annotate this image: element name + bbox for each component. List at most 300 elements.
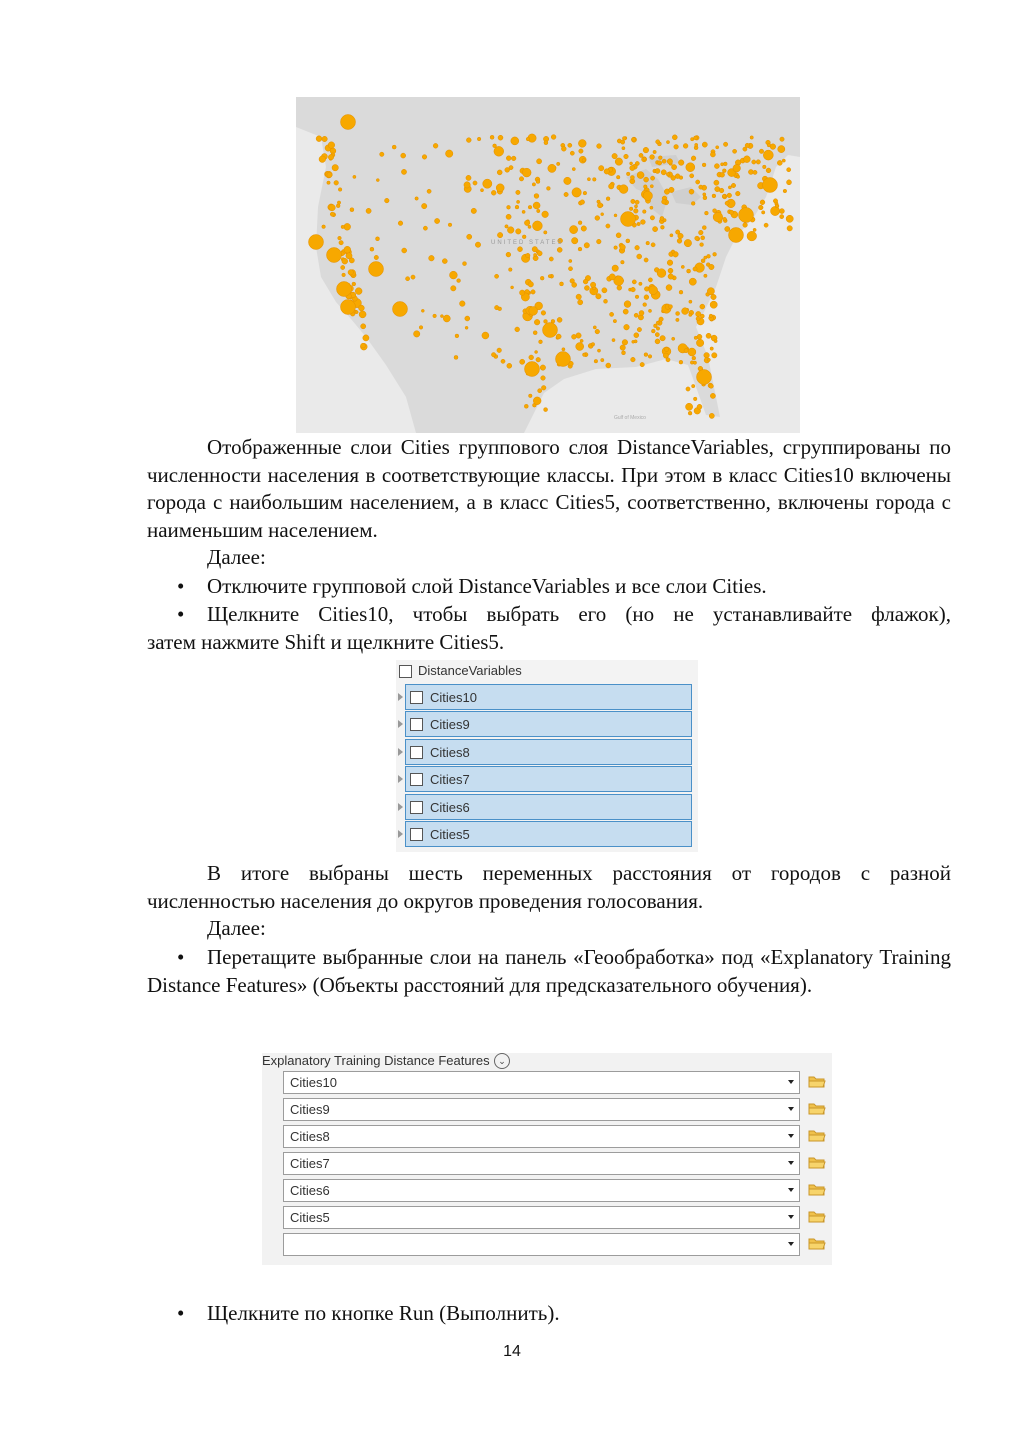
city-point (658, 156, 662, 160)
city-point (756, 160, 760, 164)
city-point (457, 279, 461, 283)
city-point (634, 209, 639, 214)
city-point (359, 305, 365, 311)
city-point (509, 166, 513, 170)
city-point (684, 349, 688, 353)
city-point (743, 223, 748, 228)
city-point (398, 221, 403, 226)
city-point (519, 177, 523, 181)
bullet-icon: • (177, 602, 185, 626)
city-point (615, 158, 622, 165)
city-point (433, 314, 437, 318)
city-point (692, 384, 695, 387)
city-point (619, 185, 628, 194)
city-point (714, 164, 719, 169)
city-point (465, 326, 468, 329)
city-point (352, 282, 356, 286)
city-point (576, 343, 584, 351)
field-value: Cities10 (290, 1075, 337, 1090)
city-point (644, 258, 648, 262)
city-point (752, 160, 756, 164)
city-point (393, 302, 408, 317)
city-point (643, 147, 649, 153)
city-point (650, 206, 653, 209)
city-point (747, 231, 757, 241)
layer-checkbox[interactable] (410, 718, 423, 731)
city-point (621, 140, 625, 144)
bullet-drag-layers (147, 944, 951, 999)
city-point (433, 143, 438, 148)
city-point (533, 221, 543, 231)
city-point (322, 225, 326, 229)
layer-checkbox[interactable] (410, 828, 423, 841)
city-point (643, 210, 647, 214)
bullet-text-line2: затем нажмите Shift и щелкните Cities5. (147, 630, 505, 654)
city-point (522, 210, 525, 213)
city-point (722, 169, 726, 173)
city-point (572, 334, 577, 339)
city-point (709, 264, 714, 269)
city-point (649, 286, 658, 295)
city-point (490, 135, 494, 139)
city-point (427, 189, 431, 193)
field-value: Cities9 (290, 1102, 330, 1117)
folder-icon[interactable] (808, 1102, 826, 1116)
distance-feature-field[interactable] (283, 1179, 800, 1202)
city-point (515, 205, 519, 209)
city-point (369, 262, 384, 277)
city-point (637, 222, 640, 225)
city-point (547, 187, 551, 191)
city-point (644, 177, 649, 182)
city-point (604, 299, 608, 303)
city-point (327, 248, 342, 263)
paragraph-text: В итоге выбраны шесть переменных расстояния от городов с разной численностью населения до округов проведения голосования. (147, 861, 951, 913)
city-point (531, 290, 535, 294)
city-point (496, 184, 504, 192)
city-point (687, 269, 691, 273)
city-point (572, 168, 575, 171)
city-point (609, 274, 615, 280)
city-point (522, 235, 526, 239)
city-point (635, 295, 639, 299)
city-point (576, 294, 581, 299)
city-point (506, 214, 511, 219)
city-point (537, 209, 540, 212)
city-point (511, 137, 519, 145)
dropdown-arrow-icon[interactable] (788, 1080, 794, 1084)
city-point (332, 165, 338, 171)
city-point (491, 190, 496, 195)
chevron-down-icon[interactable]: ⌄ (494, 1053, 510, 1069)
city-point (671, 176, 676, 181)
city-point (777, 160, 782, 165)
field-value: Cities7 (290, 1156, 330, 1171)
distance-feature-field[interactable] (283, 1098, 800, 1121)
city-point (465, 316, 470, 321)
paragraph-layers-description (147, 434, 951, 544)
layer-checkbox[interactable] (410, 773, 423, 786)
city-point (729, 228, 744, 243)
city-point (529, 355, 534, 360)
city-point (696, 317, 700, 321)
city-point (380, 152, 384, 156)
city-point (595, 216, 600, 221)
city-point (705, 211, 709, 215)
city-point (402, 248, 407, 253)
city-point (676, 318, 679, 321)
city-point (541, 376, 546, 381)
city-point (506, 156, 511, 161)
city-point (783, 189, 787, 193)
city-point (634, 313, 638, 317)
city-point (422, 203, 427, 208)
city-point (583, 353, 587, 357)
city-point (580, 339, 583, 342)
parameter-header: Explanatory Training Distance Features (262, 1053, 490, 1068)
city-point (338, 188, 342, 192)
city-point (515, 327, 520, 332)
bullet-icon: • (177, 574, 185, 598)
dropdown-arrow-icon[interactable] (788, 1188, 794, 1192)
city-point (637, 172, 644, 179)
city-point (338, 236, 342, 240)
city-point (623, 309, 628, 314)
city-point (339, 241, 343, 245)
city-point (568, 143, 572, 147)
distance-feature-field[interactable] (283, 1071, 800, 1094)
city-point (328, 155, 333, 160)
expand-arrow-icon[interactable] (398, 830, 403, 838)
city-point (648, 355, 652, 359)
city-point (710, 152, 715, 157)
layer-row-cities10[interactable] (405, 684, 692, 710)
city-point (578, 247, 582, 251)
city-point (491, 353, 495, 357)
city-point (721, 163, 724, 166)
city-point (520, 359, 525, 364)
city-point (626, 239, 630, 243)
city-point (651, 329, 655, 333)
city-point (446, 150, 453, 157)
city-point (597, 144, 602, 149)
city-point (727, 193, 732, 198)
dropdown-arrow-icon[interactable] (788, 1242, 794, 1246)
city-point (401, 169, 406, 174)
layer-label: Cities9 (430, 717, 470, 732)
city-point (702, 163, 706, 167)
city-point (327, 172, 332, 177)
city-point (498, 135, 503, 140)
layer-checkbox[interactable] (410, 801, 423, 814)
city-point (532, 183, 535, 186)
city-point (767, 143, 771, 147)
city-point (319, 156, 326, 163)
city-point (686, 387, 690, 391)
folder-icon[interactable] (808, 1237, 826, 1251)
city-point (660, 336, 665, 341)
city-point (733, 149, 737, 153)
city-point (671, 250, 674, 253)
city-point (414, 331, 420, 337)
city-point (639, 282, 642, 285)
city-point (497, 348, 502, 353)
city-point (562, 348, 565, 351)
city-point (374, 255, 378, 259)
city-point (763, 150, 773, 160)
city-point (631, 357, 636, 362)
city-point (753, 170, 757, 174)
city-point (363, 335, 369, 341)
city-point (544, 320, 548, 324)
city-point (557, 317, 562, 322)
dropdown-arrow-icon[interactable] (788, 1107, 794, 1111)
layer-label: Cities7 (430, 772, 470, 787)
city-point (690, 174, 694, 178)
city-point (663, 353, 668, 358)
city-point (701, 236, 705, 240)
city-point (460, 301, 466, 307)
layer-label: Cities5 (430, 827, 470, 842)
distance-feature-field-empty[interactable] (283, 1233, 800, 1256)
city-point (578, 300, 583, 305)
city-point (498, 307, 502, 311)
dropdown-arrow-icon[interactable] (788, 1134, 794, 1138)
city-point (568, 267, 572, 271)
layer-row-cities5[interactable] (405, 821, 692, 847)
city-point (616, 175, 620, 179)
paragraph-result (147, 860, 951, 915)
layer-row-cities9[interactable] (405, 711, 692, 737)
city-point (612, 265, 618, 271)
city-point (780, 215, 784, 219)
city-point (666, 358, 670, 362)
city-point (422, 155, 427, 160)
folder-icon[interactable] (808, 1129, 826, 1143)
city-point (322, 136, 327, 141)
city-point (723, 162, 727, 166)
city-point (337, 282, 352, 297)
city-point (316, 136, 322, 142)
city-point (366, 208, 371, 213)
city-point (624, 301, 631, 308)
city-point (334, 181, 339, 186)
city-point (329, 204, 335, 210)
city-point (689, 313, 692, 316)
layer-row-cities8[interactable] (405, 739, 692, 765)
city-point (644, 287, 649, 292)
city-point (733, 164, 741, 172)
city-point (760, 200, 765, 205)
city-point (630, 162, 633, 165)
city-point (667, 260, 673, 266)
city-point (342, 273, 346, 277)
folder-icon[interactable] (808, 1183, 826, 1197)
folder-icon[interactable] (808, 1156, 826, 1170)
city-point (712, 353, 717, 358)
city-point (601, 213, 604, 216)
city-point (466, 138, 471, 143)
city-point (569, 259, 572, 262)
city-point (699, 230, 704, 235)
city-point (355, 288, 362, 295)
city-point (703, 196, 707, 200)
city-point (526, 137, 530, 141)
city-point (710, 393, 715, 398)
city-point (650, 155, 655, 160)
city-point (451, 286, 456, 291)
city-point (570, 151, 574, 155)
city-point (662, 200, 667, 205)
bullet-icon: • (177, 1301, 185, 1325)
layer-group-row[interactable] (396, 660, 698, 682)
city-point (722, 194, 726, 198)
city-point (495, 274, 499, 278)
city-point (697, 370, 712, 385)
city-point (482, 332, 489, 339)
city-point (533, 202, 540, 209)
city-point (787, 180, 792, 185)
city-point (599, 166, 604, 171)
city-point (604, 169, 609, 174)
city-point (591, 343, 595, 347)
city-point (518, 247, 523, 252)
city-point (690, 361, 693, 364)
layer-row-cities6[interactable] (405, 794, 692, 820)
city-point (582, 159, 585, 162)
city-point (710, 301, 717, 308)
city-point (630, 165, 635, 170)
city-point (634, 340, 637, 343)
city-point (639, 311, 644, 316)
layer-checkbox[interactable] (410, 691, 423, 704)
layer-row-cities7[interactable] (405, 766, 692, 792)
city-point (370, 247, 374, 251)
city-point (524, 404, 528, 408)
city-point (570, 226, 578, 234)
folder-icon[interactable] (808, 1075, 826, 1089)
city-point (682, 308, 689, 315)
city-point (775, 204, 779, 208)
city-point (679, 290, 683, 294)
distance-feature-field[interactable] (283, 1152, 800, 1175)
bullet-text-line1: Щелкните Cities10, чтобы выбрать его (но не устанавливайте флажок), (207, 602, 951, 626)
city-point (344, 246, 351, 253)
city-point (443, 315, 450, 322)
folder-icon[interactable] (808, 1210, 826, 1224)
city-point (583, 191, 587, 195)
city-point (773, 199, 777, 203)
city-point (532, 247, 537, 252)
city-point (529, 394, 533, 398)
city-point (707, 358, 710, 361)
city-point (679, 360, 683, 364)
city-point (661, 225, 665, 229)
group-checkbox[interactable] (399, 665, 412, 678)
distance-feature-field[interactable] (283, 1206, 800, 1229)
city-point (666, 141, 669, 144)
city-point (716, 146, 719, 149)
next-text: Далее: (207, 916, 266, 940)
city-point (467, 234, 472, 239)
city-point (350, 208, 354, 212)
city-point (556, 352, 571, 367)
city-point (654, 324, 658, 328)
city-point (536, 180, 540, 184)
dropdown-arrow-icon[interactable] (788, 1215, 794, 1219)
city-point (442, 259, 447, 264)
city-point (309, 235, 324, 250)
city-point (353, 175, 356, 178)
layer-checkbox[interactable] (410, 746, 423, 759)
city-point (564, 177, 571, 184)
city-point (660, 216, 664, 220)
city-point (655, 169, 660, 174)
city-point (557, 162, 560, 165)
city-point (533, 397, 541, 405)
bullet-text: Щелкните по кнопке Run (Выполнить). (207, 1301, 560, 1325)
city-point (423, 226, 427, 230)
city-point (631, 287, 636, 292)
city-point (672, 135, 677, 140)
city-point (686, 163, 695, 172)
city-point (620, 244, 626, 250)
city-point (622, 137, 626, 141)
city-point (509, 268, 513, 272)
expand-arrow-icon[interactable] (398, 720, 403, 728)
city-point (507, 227, 514, 234)
city-point (466, 175, 471, 180)
city-point (539, 340, 543, 344)
field-value: Cities6 (290, 1183, 330, 1198)
city-point (700, 304, 705, 309)
city-point (528, 205, 532, 209)
city-point (541, 311, 546, 316)
city-point (606, 363, 611, 368)
city-point (621, 212, 636, 227)
city-point (641, 220, 646, 225)
expand-arrow-icon[interactable] (398, 775, 403, 783)
city-point (669, 305, 673, 309)
city-point (454, 355, 458, 359)
city-point (327, 181, 330, 184)
city-point (572, 238, 578, 244)
city-point (544, 141, 548, 145)
city-point (516, 229, 521, 234)
city-point (593, 178, 597, 182)
city-point (707, 288, 714, 295)
expand-arrow-icon[interactable] (398, 693, 403, 701)
city-point (516, 190, 520, 194)
expand-arrow-icon[interactable] (398, 748, 403, 756)
distance-feature-field[interactable] (283, 1125, 800, 1148)
layer-label: Cities10 (430, 690, 477, 705)
city-point (714, 180, 719, 185)
expand-arrow-icon[interactable] (398, 803, 403, 811)
city-point (355, 311, 358, 314)
geoprocessing-parameter-panel (262, 1053, 832, 1265)
city-point (723, 217, 727, 221)
city-point (507, 363, 512, 368)
city-point (537, 159, 542, 164)
city-point (657, 269, 666, 278)
city-point (626, 172, 630, 176)
city-point (411, 275, 415, 279)
city-point (646, 241, 650, 245)
dropdown-arrow-icon[interactable] (788, 1161, 794, 1165)
city-point (534, 319, 540, 325)
city-point (655, 339, 660, 344)
